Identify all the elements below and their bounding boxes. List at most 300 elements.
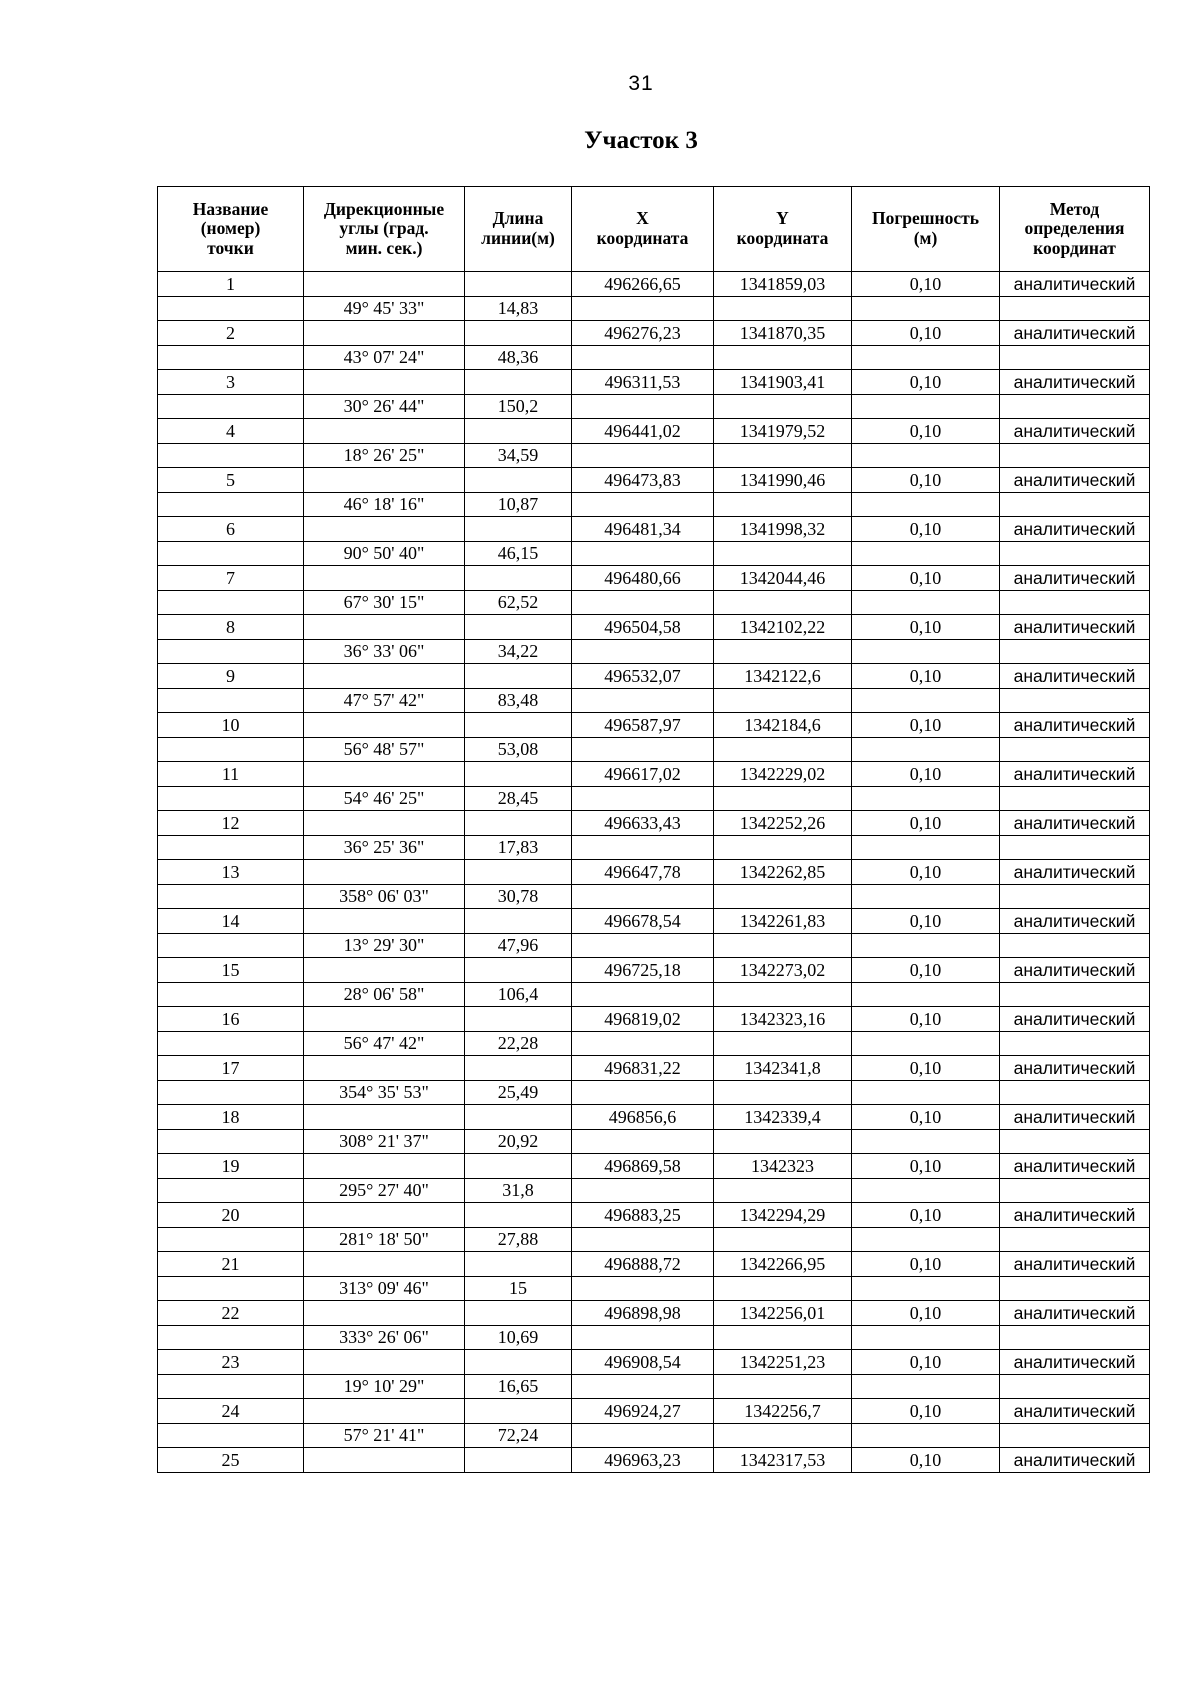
x-coordinate-cell <box>572 1031 714 1056</box>
x-coordinate-cell: 496819,02 <box>572 1007 714 1032</box>
method-cell: аналитический <box>1000 1448 1150 1473</box>
method-cell <box>1000 884 1150 909</box>
point-name-cell: 15 <box>158 958 304 983</box>
page-number: 31 <box>628 72 654 95</box>
method-cell <box>1000 590 1150 615</box>
table-row <box>158 737 1150 762</box>
error-cell: 0,10 <box>852 517 1000 542</box>
y-coordinate-cell: 1342273,02 <box>714 958 852 983</box>
method-cell: аналитический <box>1000 1203 1150 1228</box>
x-coordinate-cell: 496276,23 <box>572 321 714 346</box>
method-cell: аналитический <box>1000 1056 1150 1081</box>
error-cell: 0,10 <box>852 860 1000 885</box>
error-cell <box>852 1374 1000 1399</box>
line-length-cell: 34,22 <box>465 639 572 664</box>
x-coordinate-cell: 496587,97 <box>572 713 714 738</box>
error-cell <box>852 835 1000 860</box>
header-row <box>158 187 1150 272</box>
point-name-cell: 23 <box>158 1350 304 1375</box>
line-length-cell: 72,24 <box>465 1423 572 1448</box>
error-cell <box>852 737 1000 762</box>
method-cell: аналитический <box>1000 762 1150 787</box>
header-error <box>852 187 1000 272</box>
method-cell: аналитический <box>1000 713 1150 738</box>
direction-angle-cell <box>304 566 465 591</box>
point-name-cell <box>158 1227 304 1252</box>
line-length-cell <box>465 321 572 346</box>
line-length-cell: 14,83 <box>465 296 572 321</box>
line-length-cell: 46,15 <box>465 541 572 566</box>
y-coordinate-cell: 1342044,46 <box>714 566 852 591</box>
line-length-cell: 62,52 <box>465 590 572 615</box>
error-cell: 0,10 <box>852 1154 1000 1179</box>
table-row <box>158 982 1150 1007</box>
x-coordinate-cell: 496678,54 <box>572 909 714 934</box>
point-name-cell: 10 <box>158 713 304 738</box>
line-length-cell <box>465 1007 572 1032</box>
error-cell: 0,10 <box>852 664 1000 689</box>
point-name-cell: 11 <box>158 762 304 787</box>
header-point-name <box>158 187 304 272</box>
line-length-cell: 22,28 <box>465 1031 572 1056</box>
point-name-cell <box>158 688 304 713</box>
method-cell <box>1000 443 1150 468</box>
method-cell <box>1000 1031 1150 1056</box>
point-name-cell <box>158 1178 304 1203</box>
table-row <box>158 860 1150 885</box>
point-name-cell: 25 <box>158 1448 304 1473</box>
error-cell: 0,10 <box>852 615 1000 640</box>
table-row <box>158 492 1150 517</box>
y-coordinate-cell <box>714 1227 852 1252</box>
coordinates-table <box>157 186 1150 1473</box>
page-title: Участок 3 <box>584 127 698 154</box>
y-coordinate-cell <box>714 1080 852 1105</box>
table-row <box>158 468 1150 493</box>
x-coordinate-cell: 496480,66 <box>572 566 714 591</box>
table-row <box>158 688 1150 713</box>
error-cell: 0,10 <box>852 321 1000 346</box>
direction-angle-cell <box>304 1154 465 1179</box>
point-name-cell <box>158 1080 304 1105</box>
error-cell <box>852 786 1000 811</box>
line-length-cell: 25,49 <box>465 1080 572 1105</box>
y-coordinate-cell <box>714 1325 852 1350</box>
error-cell: 0,10 <box>852 1203 1000 1228</box>
y-coordinate-cell: 1342341,8 <box>714 1056 852 1081</box>
y-coordinate-cell: 1342184,6 <box>714 713 852 738</box>
method-cell: аналитический <box>1000 909 1150 934</box>
table-row <box>158 835 1150 860</box>
x-coordinate-cell <box>572 933 714 958</box>
method-cell <box>1000 1227 1150 1252</box>
y-coordinate-cell <box>714 492 852 517</box>
x-coordinate-cell: 496856,6 <box>572 1105 714 1130</box>
x-coordinate-cell <box>572 1080 714 1105</box>
x-coordinate-cell: 496617,02 <box>572 762 714 787</box>
header-text: (номер) <box>200 218 261 239</box>
error-cell <box>852 1178 1000 1203</box>
method-cell: аналитический <box>1000 860 1150 885</box>
direction-angle-cell <box>304 1448 465 1473</box>
header-text: мин. сек.) <box>345 237 423 258</box>
error-cell <box>852 688 1000 713</box>
line-length-cell: 150,2 <box>465 394 572 419</box>
direction-angle-cell: 67° 30' 15" <box>304 590 465 615</box>
direction-angle-cell: 57° 21' 41" <box>304 1423 465 1448</box>
table-row <box>158 713 1150 738</box>
point-name-cell: 4 <box>158 419 304 444</box>
method-cell: аналитический <box>1000 468 1150 493</box>
line-length-cell: 15 <box>465 1276 572 1301</box>
method-cell <box>1000 786 1150 811</box>
point-name-cell <box>158 1374 304 1399</box>
method-cell <box>1000 982 1150 1007</box>
header-text: точки <box>207 237 254 258</box>
y-coordinate-cell: 1342262,85 <box>714 860 852 885</box>
x-coordinate-cell <box>572 1423 714 1448</box>
table-body <box>158 272 1150 1473</box>
y-coordinate-cell: 1341870,35 <box>714 321 852 346</box>
table-row <box>158 345 1150 370</box>
direction-angle-cell <box>304 615 465 640</box>
x-coordinate-cell <box>572 345 714 370</box>
point-name-cell: 7 <box>158 566 304 591</box>
table-row <box>158 1276 1150 1301</box>
y-coordinate-cell: 1342339,4 <box>714 1105 852 1130</box>
error-cell <box>852 394 1000 419</box>
x-coordinate-cell: 496266,65 <box>572 272 714 297</box>
point-name-cell <box>158 296 304 321</box>
point-name-cell <box>158 835 304 860</box>
table-row <box>158 639 1150 664</box>
y-coordinate-cell <box>714 1031 852 1056</box>
method-cell <box>1000 296 1150 321</box>
y-coordinate-cell: 1342294,29 <box>714 1203 852 1228</box>
error-cell <box>852 1423 1000 1448</box>
table-row <box>158 933 1150 958</box>
y-coordinate-cell: 1342256,7 <box>714 1399 852 1424</box>
point-name-cell <box>158 443 304 468</box>
error-cell <box>852 345 1000 370</box>
error-cell <box>852 1129 1000 1154</box>
y-coordinate-cell: 1341903,41 <box>714 370 852 395</box>
error-cell: 0,10 <box>852 1056 1000 1081</box>
point-name-cell <box>158 786 304 811</box>
x-coordinate-cell <box>572 541 714 566</box>
line-length-cell <box>465 1448 572 1473</box>
line-length-cell <box>465 272 572 297</box>
point-name-cell: 12 <box>158 811 304 836</box>
direction-angle-cell <box>304 909 465 934</box>
direction-angle-cell: 295° 27' 40" <box>304 1178 465 1203</box>
error-cell <box>852 1276 1000 1301</box>
method-cell <box>1000 492 1150 517</box>
point-name-cell: 20 <box>158 1203 304 1228</box>
error-cell <box>852 590 1000 615</box>
header-text: X <box>636 208 649 229</box>
x-coordinate-cell <box>572 982 714 1007</box>
direction-angle-cell <box>304 958 465 983</box>
method-cell: аналитический <box>1000 1105 1150 1130</box>
direction-angle-cell <box>304 713 465 738</box>
point-name-cell <box>158 982 304 1007</box>
table-row <box>158 664 1150 689</box>
point-name-cell <box>158 1325 304 1350</box>
direction-angle-cell: 19° 10' 29" <box>304 1374 465 1399</box>
direction-angle-cell: 281° 18' 50" <box>304 1227 465 1252</box>
x-coordinate-cell <box>572 786 714 811</box>
y-coordinate-cell <box>714 1276 852 1301</box>
method-cell <box>1000 1080 1150 1105</box>
x-coordinate-cell <box>572 394 714 419</box>
table-row <box>158 1178 1150 1203</box>
direction-angle-cell <box>304 1203 465 1228</box>
direction-angle-cell <box>304 1301 465 1326</box>
error-cell <box>852 1080 1000 1105</box>
direction-angle-cell <box>304 321 465 346</box>
header-y-coordinate <box>714 187 852 272</box>
method-cell: аналитический <box>1000 615 1150 640</box>
direction-angle-cell: 90° 50' 40" <box>304 541 465 566</box>
table-row <box>158 1423 1150 1448</box>
x-coordinate-cell: 496647,78 <box>572 860 714 885</box>
x-coordinate-cell: 496473,83 <box>572 468 714 493</box>
header-text: углы (град. <box>339 218 429 239</box>
line-length-cell <box>465 1056 572 1081</box>
y-coordinate-cell: 1342102,22 <box>714 615 852 640</box>
error-cell: 0,10 <box>852 1007 1000 1032</box>
point-name-cell: 2 <box>158 321 304 346</box>
error-cell: 0,10 <box>852 566 1000 591</box>
line-length-cell <box>465 517 572 542</box>
direction-angle-cell: 36° 25' 36" <box>304 835 465 860</box>
table-row <box>158 272 1150 297</box>
error-cell <box>852 492 1000 517</box>
error-cell <box>852 296 1000 321</box>
method-cell <box>1000 1129 1150 1154</box>
direction-angle-cell <box>304 419 465 444</box>
line-length-cell <box>465 713 572 738</box>
header-text: Дирекционные <box>323 198 445 219</box>
method-cell: аналитический <box>1000 272 1150 297</box>
table-row <box>158 786 1150 811</box>
y-coordinate-cell: 1341859,03 <box>714 272 852 297</box>
error-cell: 0,10 <box>852 1350 1000 1375</box>
y-coordinate-cell: 1341998,32 <box>714 517 852 542</box>
table-row <box>158 1105 1150 1130</box>
line-length-cell: 30,78 <box>465 884 572 909</box>
direction-angle-cell: 36° 33' 06" <box>304 639 465 664</box>
line-length-cell: 28,45 <box>465 786 572 811</box>
header-text: Метод <box>1049 198 1100 219</box>
table-row <box>158 1399 1150 1424</box>
error-cell: 0,10 <box>852 909 1000 934</box>
line-length-cell <box>465 370 572 395</box>
direction-angle-cell: 47° 57' 42" <box>304 688 465 713</box>
method-cell <box>1000 1276 1150 1301</box>
y-coordinate-cell <box>714 688 852 713</box>
table-row <box>158 1129 1150 1154</box>
table-row <box>158 590 1150 615</box>
y-coordinate-cell: 1342256,01 <box>714 1301 852 1326</box>
method-cell: аналитический <box>1000 1350 1150 1375</box>
header-x-coordinate <box>572 187 714 272</box>
line-length-cell <box>465 909 572 934</box>
line-length-cell <box>465 860 572 885</box>
direction-angle-cell <box>304 1056 465 1081</box>
point-name-cell: 3 <box>158 370 304 395</box>
point-name-cell: 16 <box>158 1007 304 1032</box>
y-coordinate-cell: 1342252,26 <box>714 811 852 836</box>
error-cell <box>852 639 1000 664</box>
x-coordinate-cell <box>572 1374 714 1399</box>
header-text: Длина <box>492 208 544 229</box>
direction-angle-cell: 333° 26' 06" <box>304 1325 465 1350</box>
error-cell: 0,10 <box>852 762 1000 787</box>
direction-angle-cell: 54° 46' 25" <box>304 786 465 811</box>
line-length-cell: 16,65 <box>465 1374 572 1399</box>
point-name-cell: 6 <box>158 517 304 542</box>
error-cell <box>852 1325 1000 1350</box>
error-cell <box>852 982 1000 1007</box>
table-header <box>158 187 1150 272</box>
error-cell: 0,10 <box>852 811 1000 836</box>
direction-angle-cell: 354° 35' 53" <box>304 1080 465 1105</box>
line-length-cell <box>465 811 572 836</box>
x-coordinate-cell <box>572 835 714 860</box>
direction-angle-cell <box>304 1007 465 1032</box>
method-cell: аналитический <box>1000 419 1150 444</box>
direction-angle-cell <box>304 1252 465 1277</box>
table-row <box>158 1154 1150 1179</box>
y-coordinate-cell: 1341979,52 <box>714 419 852 444</box>
y-coordinate-cell: 1342323,16 <box>714 1007 852 1032</box>
x-coordinate-cell: 496532,07 <box>572 664 714 689</box>
direction-angle-cell: 308° 21' 37" <box>304 1129 465 1154</box>
point-name-cell: 5 <box>158 468 304 493</box>
header-direction-angle <box>304 187 465 272</box>
method-cell <box>1000 1178 1150 1203</box>
x-coordinate-cell: 496725,18 <box>572 958 714 983</box>
line-length-cell: 10,69 <box>465 1325 572 1350</box>
y-coordinate-cell <box>714 639 852 664</box>
table-row <box>158 443 1150 468</box>
x-coordinate-cell: 496883,25 <box>572 1203 714 1228</box>
point-name-cell: 18 <box>158 1105 304 1130</box>
y-coordinate-cell <box>714 1423 852 1448</box>
x-coordinate-cell: 496908,54 <box>572 1350 714 1375</box>
table-row <box>158 321 1150 346</box>
direction-angle-cell: 13° 29' 30" <box>304 933 465 958</box>
y-coordinate-cell <box>714 443 852 468</box>
method-cell: аналитический <box>1000 958 1150 983</box>
x-coordinate-cell <box>572 884 714 909</box>
line-length-cell <box>465 958 572 983</box>
method-cell: аналитический <box>1000 1301 1150 1326</box>
method-cell <box>1000 737 1150 762</box>
x-coordinate-cell: 496963,23 <box>572 1448 714 1473</box>
y-coordinate-cell: 1342261,83 <box>714 909 852 934</box>
direction-angle-cell <box>304 468 465 493</box>
error-cell: 0,10 <box>852 272 1000 297</box>
error-cell: 0,10 <box>852 1252 1000 1277</box>
table-row <box>158 419 1150 444</box>
header-text: координат <box>1033 237 1116 258</box>
direction-angle-cell <box>304 370 465 395</box>
error-cell <box>852 933 1000 958</box>
header-text: (м) <box>913 228 938 248</box>
point-name-cell: 14 <box>158 909 304 934</box>
line-length-cell <box>465 419 572 444</box>
table-row <box>158 762 1150 787</box>
y-coordinate-cell <box>714 786 852 811</box>
x-coordinate-cell <box>572 737 714 762</box>
x-coordinate-cell <box>572 688 714 713</box>
error-cell <box>852 443 1000 468</box>
table-row <box>158 1007 1150 1032</box>
line-length-cell <box>465 566 572 591</box>
y-coordinate-cell <box>714 1178 852 1203</box>
line-length-cell: 48,36 <box>465 345 572 370</box>
x-coordinate-cell: 496311,53 <box>572 370 714 395</box>
method-cell: аналитический <box>1000 664 1150 689</box>
table-row <box>158 296 1150 321</box>
y-coordinate-cell <box>714 884 852 909</box>
x-coordinate-cell <box>572 443 714 468</box>
x-coordinate-cell <box>572 1178 714 1203</box>
method-cell: аналитический <box>1000 321 1150 346</box>
error-cell: 0,10 <box>852 419 1000 444</box>
y-coordinate-cell <box>714 933 852 958</box>
direction-angle-cell <box>304 517 465 542</box>
header-text: координата <box>736 228 829 248</box>
point-name-cell <box>158 1031 304 1056</box>
method-cell <box>1000 688 1150 713</box>
point-name-cell: 9 <box>158 664 304 689</box>
line-length-cell <box>465 1350 572 1375</box>
method-cell <box>1000 345 1150 370</box>
error-cell <box>852 1227 1000 1252</box>
method-cell: аналитический <box>1000 811 1150 836</box>
error-cell: 0,10 <box>852 1399 1000 1424</box>
direction-angle-cell: 30° 26' 44" <box>304 394 465 419</box>
direction-angle-cell <box>304 664 465 689</box>
point-name-cell: 21 <box>158 1252 304 1277</box>
point-name-cell: 19 <box>158 1154 304 1179</box>
line-length-cell: 31,8 <box>465 1178 572 1203</box>
table-row <box>158 811 1150 836</box>
table-row <box>158 1374 1150 1399</box>
table-row <box>158 958 1150 983</box>
y-coordinate-cell: 1342266,95 <box>714 1252 852 1277</box>
error-cell: 0,10 <box>852 1448 1000 1473</box>
x-coordinate-cell: 496898,98 <box>572 1301 714 1326</box>
error-cell: 0,10 <box>852 1105 1000 1130</box>
line-length-cell: 27,88 <box>465 1227 572 1252</box>
point-name-cell <box>158 345 304 370</box>
line-length-cell <box>465 1203 572 1228</box>
point-name-cell: 22 <box>158 1301 304 1326</box>
table-row <box>158 615 1150 640</box>
x-coordinate-cell <box>572 1325 714 1350</box>
table-row <box>158 1056 1150 1081</box>
direction-angle-cell <box>304 811 465 836</box>
method-cell: аналитический <box>1000 370 1150 395</box>
table-row <box>158 541 1150 566</box>
method-cell <box>1000 639 1150 664</box>
point-name-cell: 1 <box>158 272 304 297</box>
